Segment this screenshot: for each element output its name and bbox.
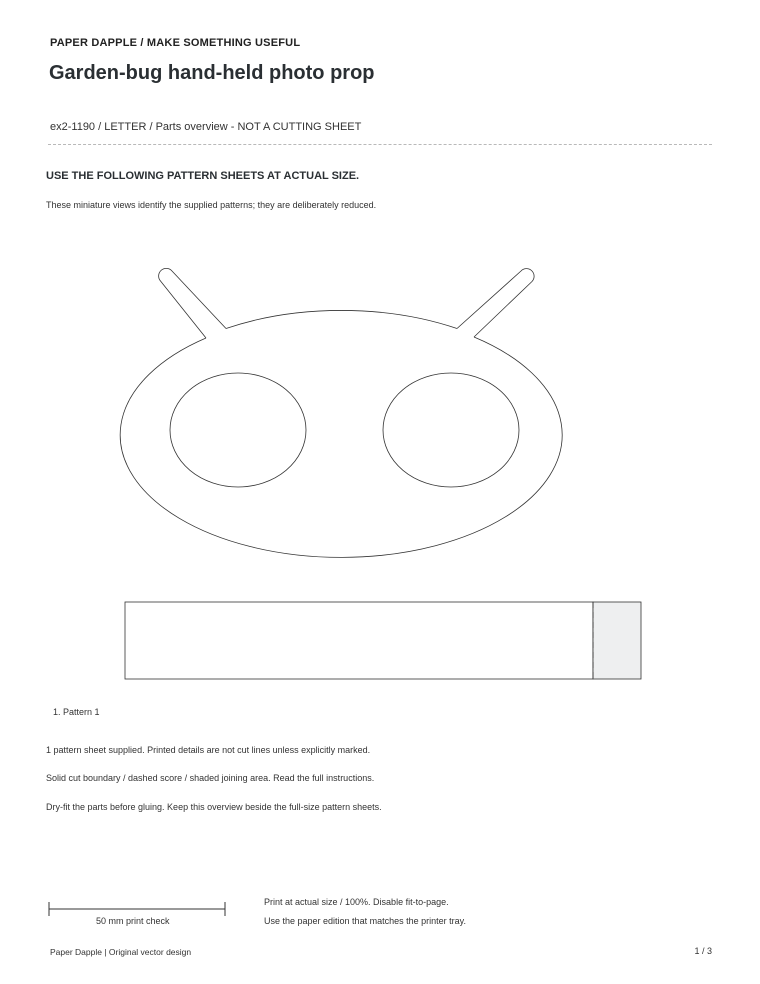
document-meta: ex2-1190 / LETTER / Parts overview - NOT A CUTTING SHEET xyxy=(50,121,362,133)
intro-text: These miniature views identify the supplied patterns; they are deliberately reduced. xyxy=(46,200,377,210)
joining-tab xyxy=(593,602,641,679)
handle-strip xyxy=(125,602,641,679)
scale-bar xyxy=(49,902,225,916)
mask-body xyxy=(120,310,562,557)
page-title: Garden-bug hand-held photo prop xyxy=(49,62,375,84)
note-3: Dry-fit the parts before gluing. Keep this overview beside the full-size pattern sheets. xyxy=(46,802,382,812)
page-number: 1 / 3 xyxy=(694,946,712,956)
right-eye-hole xyxy=(383,373,519,487)
left-antenna xyxy=(159,268,226,338)
right-antenna xyxy=(457,269,534,337)
left-eye-hole xyxy=(170,373,306,487)
pattern-caption: 1. Pattern 1 xyxy=(53,707,100,717)
bug-mask-outline xyxy=(120,268,562,557)
note-1: 1 pattern sheet supplied. Printed details are not cut lines unless explicitly marked. xyxy=(46,745,371,755)
print-instruction-1: Print at actual size / 100%. Disable fit-to-page. xyxy=(264,897,449,907)
section-heading: USE THE FOLLOWING PATTERN SHEETS AT ACTUAL SIZE. xyxy=(46,170,360,182)
note-2: Solid cut boundary / dashed score / shaded joining area. Read the full instructions. xyxy=(46,773,375,783)
footer-credit: Paper Dapple | Original vector design xyxy=(50,947,192,957)
handle-strip-body xyxy=(125,602,593,679)
scale-check-label: 50 mm print check xyxy=(96,916,170,926)
print-instruction-2: Use the paper edition that matches the printer tray. xyxy=(264,916,466,926)
brand-breadcrumb: PAPER DAPPLE / MAKE SOMETHING USEFUL xyxy=(50,37,301,49)
